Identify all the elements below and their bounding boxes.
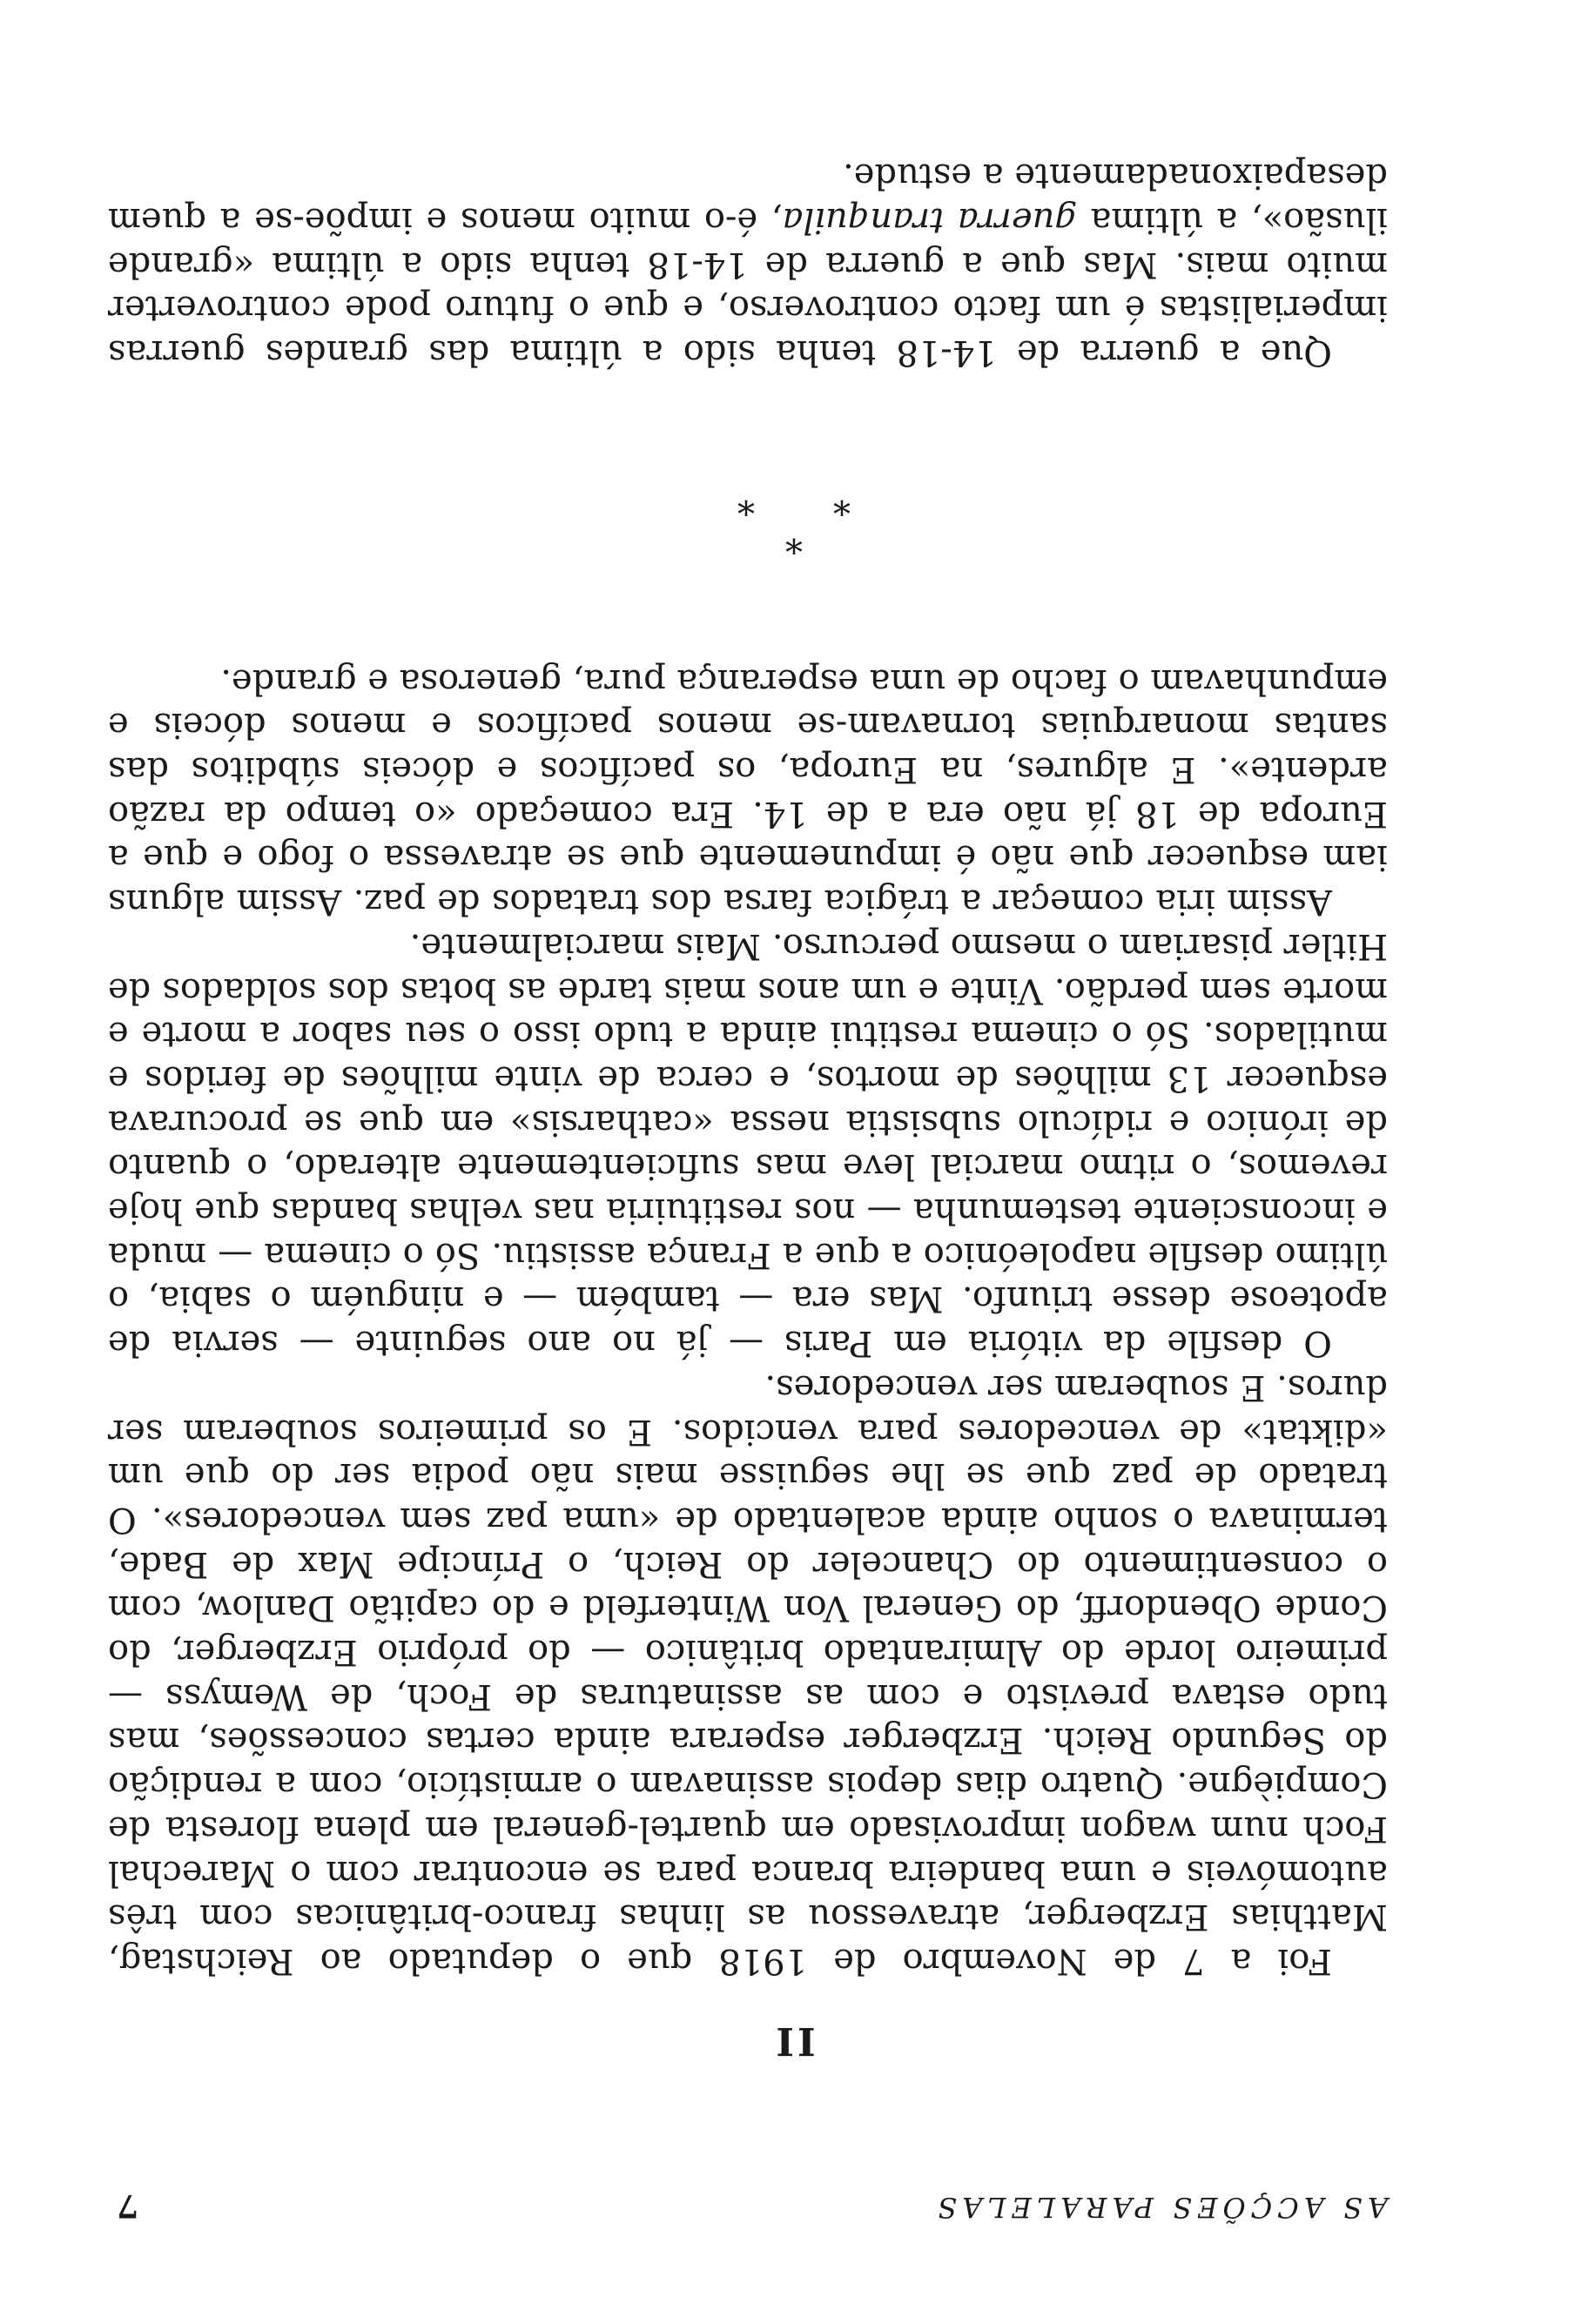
asterism-star-left: * [755,481,851,521]
closing-text-end: , é-o muito menos e impõe-se a quem desapaixonadamente a estude. [107,156,1388,240]
running-head: AS ACÇÕES PARALELAS [932,2191,1388,2224]
paragraph-1: Foi a 7 de Novembro de 1918 que o deputado ao Reichstag, Matthias Erzberger, atravessou as linhas franco-britânicas com três automóveis e uma bandeira branca para se encontrar com o Marechal Foch num wagon improvisado em quartel-general em plena floresta de Compiègne. Quatro dias depois assinavam o armistício, com a rendição do Segundo Reich. Erzberger esperara ainda certas concessões, mas tudo estava previsto e com as assinaturas de Foch, de Wemyss — primeiro lorde do Almirantado britânico — do próprio Erzberger, do Conde Obendorff, do General Von Winterfeld e do capitão Danlow, com o consentimento do Chanceler do Reich, o Príncipe Max de Bade, terminava o sonho ainda acalentado de «uma paz sem vencedores». O tratado de paz que se lhe seguisse mais não podia ser do que um «diktat» de vencedores para vencidos. E os primeiros souberam ser duros. E souberam ser vencedores. [108,1367,1388,1981]
asterism-star-right: * [659,481,755,521]
closing-paragraph [108,153,1388,374]
paragraph-2: O desfile da vitória em Paris — já no ano seguinte — servia de apoteose desse triunfo. Mas era — também — e ninguém o sabia, o último desfile napoleónico a que a França assistiu. Só o cinema — muda e inconsciente testemunha — nos restituiria nas velhas bandas que hoje revemos, o ritmo marcial leve mas suficientemente alterado, o quanto de irónico e ridículo subsistia nessa «catharsis» em que se procurava esquecer 13 milhões de mortos, e cerca de vinte milhões de feridos e mutilados. Só o cinema restitui ainda a tudo isso o seu sabor a morte e morte sem perdão. Vinte e um anos mais tarde as botas dos soldados de Hitler pisariam o mesmo percurso. Mais marcialmente. [108,925,1388,1364]
asterism-stars-bottom [0,482,1588,521]
paragraph-4 [108,153,1388,374]
chapter-number: II [772,2018,816,2063]
body-text [108,659,1388,1983]
asterism-star-top: * [785,520,803,560]
closing-italic-phrase: guerra tranquila [782,199,1077,240]
closing-text-start: Que a guerra de 14-18 tenha sido a última das grandes guerras imperialistas é um facto controverso, e que o futuro pode controverter muito mais. Mas que a guerra de 14-18 tenha sido a última «grande ilusão», a última [108,199,1388,373]
page-header [117,2180,1388,2224]
section-break-asterism [0,482,1588,559]
paragraph-3: Assim iria começar a trágica farsa dos tratados de paz. Assim alguns iam esquecer que não é impunemente que se atravessa o fogo e que a Europa de 18 já não era a de 14. Era começado «o tempo da razão ardente». E algures, na Europa, os pacíficos e dóceis súbditos das santas monarquias tornavam-se menos pacíficos e menos dóceis e empunhavam o facho de uma esperança pura, generosa e grande. [108,661,1388,923]
page-number: 7 [117,2187,139,2224]
